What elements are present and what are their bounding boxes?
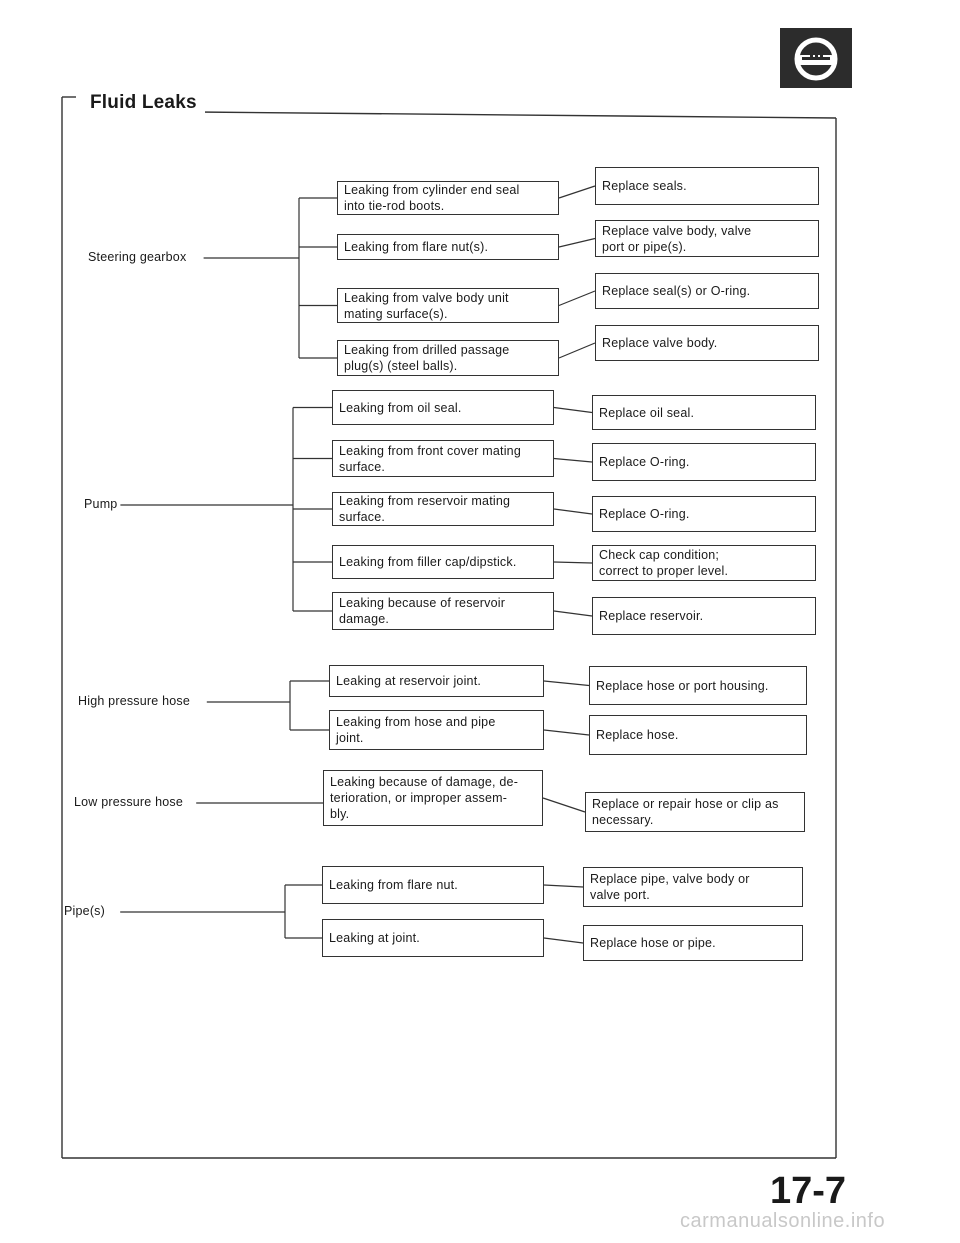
remedy-connector	[544, 730, 589, 735]
remedy-connector	[544, 681, 589, 686]
remedy-box: Replace hose or pipe.	[583, 925, 803, 961]
cause-box: Leaking from valve body unit mating surface(s).	[337, 288, 559, 323]
page-number: 17-7	[770, 1170, 847, 1212]
remedy-box: Replace hose.	[589, 715, 807, 755]
remedy-box: Replace pipe, valve body or valve port.	[583, 867, 803, 907]
remedy-box: Replace valve body, valve port or pipe(s).	[595, 220, 819, 257]
steering-wheel-icon	[780, 28, 852, 88]
category-label: Low pressure hose	[74, 795, 184, 809]
remedy-box: Replace hose or port housing.	[589, 666, 807, 705]
cause-box: Leaking because of reservoir damage.	[332, 592, 554, 630]
remedy-connector	[543, 798, 585, 812]
remedy-connector	[544, 938, 583, 943]
cause-box: Leaking because of damage, de- terioration, or improper assem- bly.	[323, 770, 543, 826]
remedy-connector	[554, 509, 592, 514]
cause-box: Leaking from filler cap/dipstick.	[332, 545, 554, 579]
cause-box: Leaking from cylinder end seal into tie-rod boots.	[337, 181, 559, 215]
remedy-connector	[554, 459, 592, 463]
remedy-connector	[559, 343, 595, 358]
remedy-box: Replace oil seal.	[592, 395, 816, 430]
remedy-connector	[559, 186, 595, 198]
cause-box: Leaking from drilled passage plug(s) (steel balls).	[337, 340, 559, 376]
remedy-box: Replace O-ring.	[592, 496, 816, 532]
frame-top-line	[196, 112, 836, 118]
remedy-box: Replace reservoir.	[592, 597, 816, 635]
category-label: Steering gearbox	[88, 250, 187, 264]
cause-box: Leaking from flare nut(s).	[337, 234, 559, 260]
cause-box: Leaking from reservoir mating surface.	[332, 492, 554, 526]
remedy-box: Replace valve body.	[595, 325, 819, 361]
remedy-box: Replace seal(s) or O-ring.	[595, 273, 819, 309]
cause-box: Leaking from oil seal.	[332, 390, 554, 425]
remedy-connector	[559, 239, 595, 248]
cause-box: Leaking from hose and pipe joint.	[329, 710, 544, 750]
watermark: carmanualsonline.info	[680, 1210, 886, 1232]
remedy-connector	[554, 562, 592, 563]
remedy-box: Replace or repair hose or clip as necessary.	[585, 792, 805, 832]
category-label: Pump	[84, 497, 118, 511]
cause-box: Leaking at joint.	[322, 919, 544, 957]
category-label: High pressure hose	[78, 694, 190, 708]
remedy-box: Replace O-ring.	[592, 443, 816, 481]
remedy-connector	[559, 291, 595, 306]
remedy-box: Replace seals.	[595, 167, 819, 205]
remedy-connector	[554, 408, 592, 413]
remedy-connector	[554, 611, 592, 616]
cause-box: Leaking from flare nut.	[322, 866, 544, 904]
cause-box: Leaking from front cover mating surface.	[332, 440, 554, 477]
remedy-connector	[544, 885, 583, 887]
page-title: Fluid Leaks	[82, 92, 205, 114]
remedy-box: Check cap condition; correct to proper level.	[592, 545, 816, 581]
category-label: Pipe(s)	[64, 904, 105, 918]
cause-box: Leaking at reservoir joint.	[329, 665, 544, 697]
